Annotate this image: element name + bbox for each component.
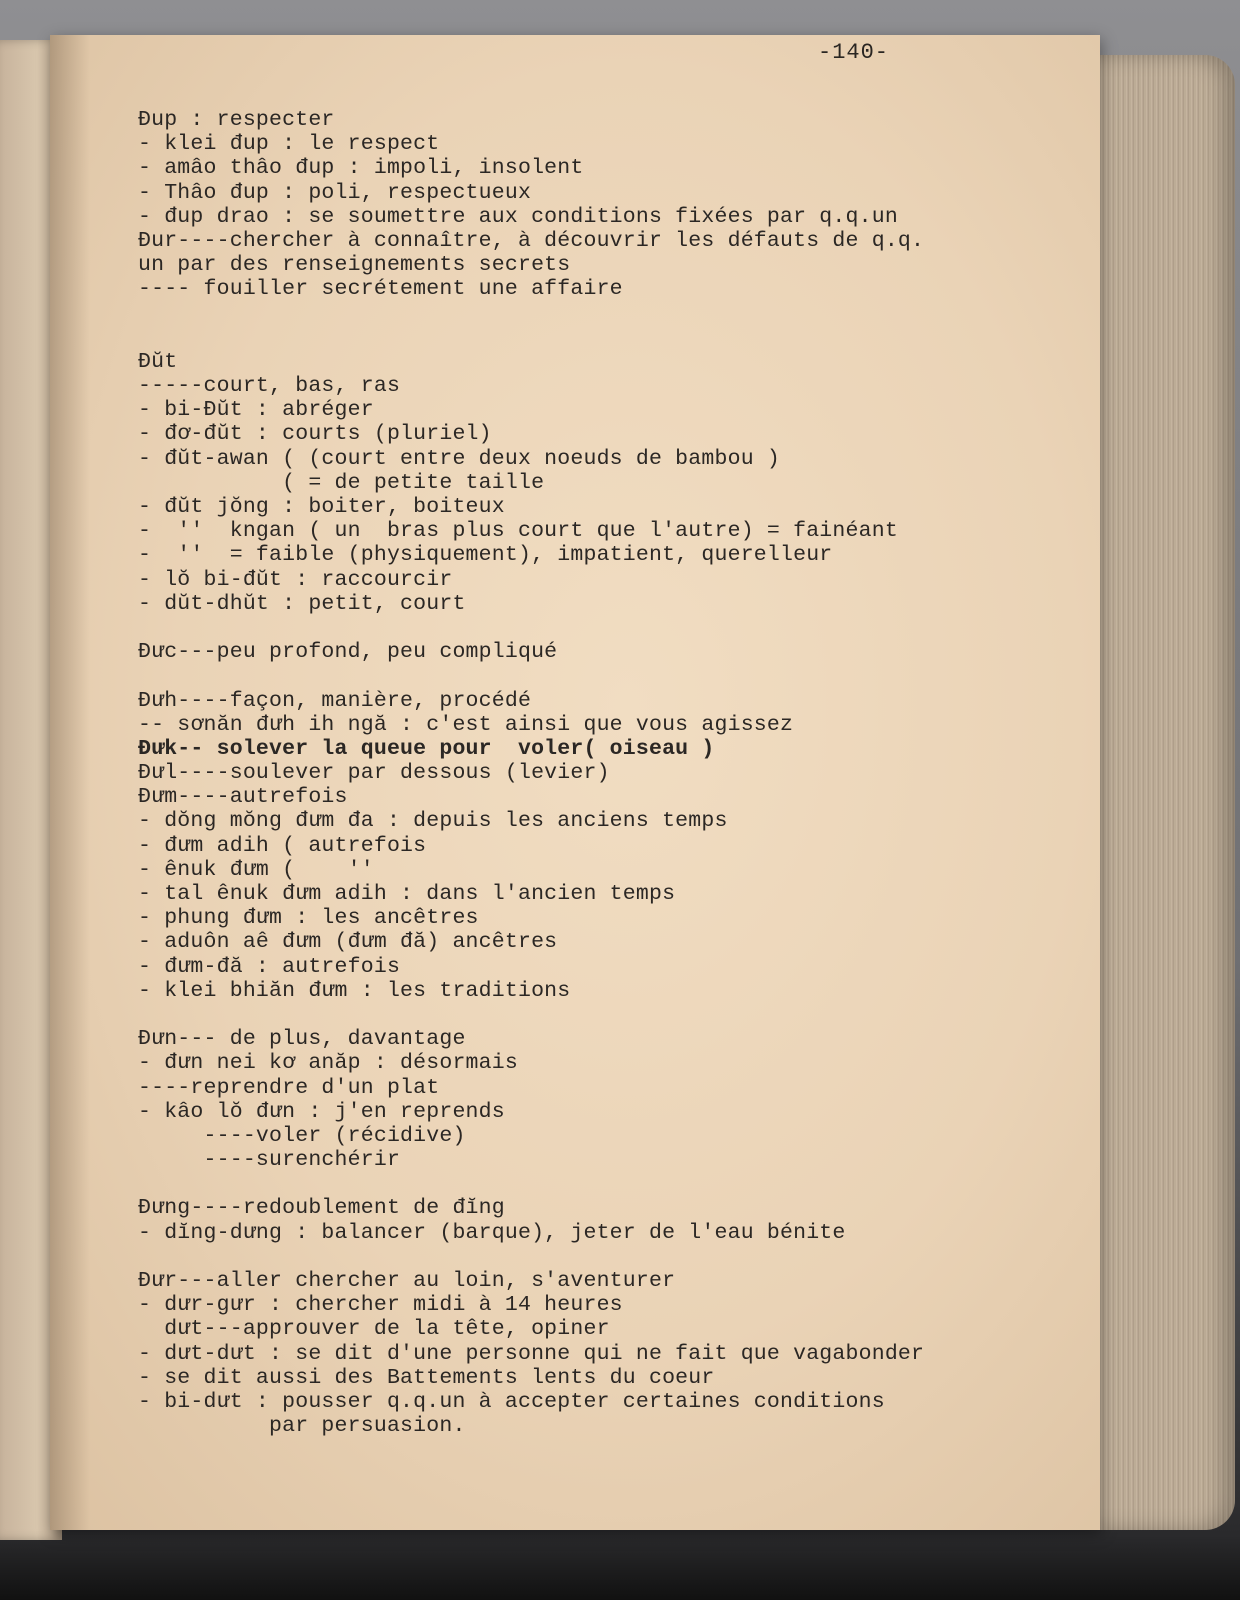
text-line: - bi-dưt : pousser q.q.un à accepter certaines conditions — [138, 1389, 885, 1414]
text-line: - bi-Đŭt : abréger — [138, 398, 374, 423]
text-line — [138, 616, 1068, 640]
page-stack-edge — [1085, 55, 1235, 1530]
text-line: -- sơnăn đưh ih ngă : c'est ainsi que vous agissez — [138, 712, 794, 737]
text-line: Đưk-- solever la queue pour voler( oiseau ) — [138, 736, 715, 761]
text-line: - phung đưm : les ancêtres — [138, 906, 479, 931]
text-line: - tal ênuk đưm adih : dans l'ancien temps — [138, 882, 676, 906]
text-line: ----voler (récidive) — [138, 1123, 466, 1148]
text-line: Đưn--- de plus, davantage — [138, 1027, 466, 1052]
text-line: - aduôn aê đưm (đưm đă) ancêtres — [138, 930, 558, 955]
text-line: - '' kngan ( un bras plus court que l'autre) = fainéant — [138, 519, 898, 544]
text-line: - đŭt-awan ( (court entre deux noeuds de bambou ) — [138, 446, 781, 471]
text-line: - dŏng mŏng đưm đa : depuis les anciens temps — [138, 809, 728, 834]
text-line: Đưl----soulever par dessous (levier) — [138, 761, 610, 786]
text-line: - đưm adih ( autrefois — [138, 833, 427, 858]
text-line — [138, 1245, 1068, 1269]
text-line: - ênuk đưm ( '' — [138, 857, 374, 882]
text-line: - đưn nei kơ anăp : désormais — [138, 1051, 518, 1076]
text-line — [138, 302, 1068, 326]
text-line: - dưr-gưr : chercher midi à 14 heures — [138, 1293, 623, 1318]
text-line: Đưng----redoublement de đĭng — [138, 1196, 505, 1221]
text-line: - dưt-dưt : se dit d'une personne qui ne fait que vagabonder — [138, 1341, 925, 1366]
text-line: - '' = faible (physiquement), impatient, querelleur — [138, 543, 833, 568]
text-line: - amâo thâo đup : impoli, insolent — [138, 156, 584, 181]
text-line: un par des renseignements secrets — [138, 253, 571, 278]
text-line: - se dit aussi des Battements lents du coeur — [138, 1365, 715, 1390]
text-line: Đŭt — [138, 349, 178, 374]
text-line: - Thâo đup : poli, respectueux — [138, 180, 532, 205]
text-line: Đưr---aller chercher au loin, s'aventurer — [138, 1269, 676, 1293]
text-line: - đơ-đŭt : courts (pluriel) — [138, 422, 492, 447]
text-line: Đup : respecter — [138, 108, 335, 132]
text-line: - dŭt-dhŭt : petit, court — [138, 591, 466, 616]
text-line: ---- fouiller secrétement une affaire — [138, 277, 623, 302]
text-line: - klei đup : le respect — [138, 132, 440, 157]
text-line: - dĭng-dưng : balancer (barque), jeter de l'eau bénite — [138, 1220, 846, 1245]
text-line: Đưm----autrefois — [138, 785, 348, 810]
text-line: - đưm-đă : autrefois — [138, 954, 401, 979]
page-gutter-shadow — [50, 35, 90, 1530]
text-line — [138, 1172, 1068, 1196]
text-line — [138, 1003, 1068, 1027]
text-line: par persuasion. — [138, 1414, 466, 1439]
dictionary-text — [138, 108, 1068, 1438]
text-line: - đŭt jŏng : boiter, boiteux — [138, 495, 505, 519]
text-line: ----surenchérir — [138, 1148, 401, 1173]
text-line: Đưc---peu profond, peu compliqué — [138, 640, 558, 665]
text-line — [138, 664, 1068, 688]
text-line: - lŏ bi-đŭt : raccourcir — [138, 567, 453, 592]
page-number: -140- — [818, 40, 890, 65]
text-line: Đur----chercher à connaître, à découvrir les défauts de q.q. — [138, 228, 925, 253]
text-line: - klei bhiăn đưm : les traditions — [138, 978, 571, 1003]
text-line: -----court, bas, ras — [138, 374, 401, 399]
text-line: ----reprendre d'un plat — [138, 1075, 440, 1100]
text-line: - đup drao : se soumettre aux conditions fixées par q.q.un — [138, 204, 898, 229]
text-line — [138, 326, 1068, 350]
text-line: ( = de petite taille — [138, 470, 545, 495]
text-line: Đưh----façon, manière, procédé — [138, 688, 532, 713]
text-line: dưt---approuver de la tête, opiner — [138, 1317, 610, 1342]
text-line: - kâo lŏ đưn : j'en reprends — [138, 1099, 505, 1124]
